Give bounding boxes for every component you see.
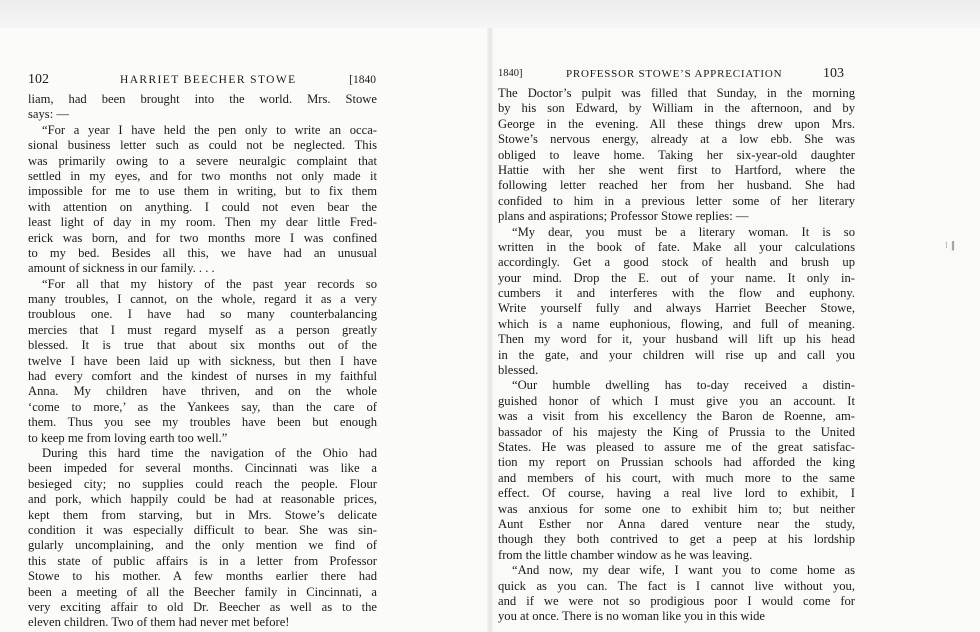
text-line: besieged city; no supplies could reach the people. Flour [28,476,377,491]
right-page-header [498,64,858,86]
text-line: Stowe’s nervous energy, already at a low ebb. She was [498,132,855,147]
text-line: this state of public affairs is in a letter from Professor [28,553,377,568]
text-line: confided to him in a previous letter some of her literary [498,193,855,208]
text-line: quick as you can. The fact is I cannot live without you, [498,578,855,593]
text-line: and members of his court, with much more to the same [498,470,855,485]
text-line: blessed. It is true that about six months out of the [28,338,377,353]
text-line: condition it was especially difficult to bear. She was sin- [28,522,377,537]
text-line: in the gate, and your children will rise up and call you [498,347,855,362]
text-line: twelve I have been laid up with sickness, but then I have [28,353,377,368]
text-line: and pork, which happily could be had at reasonable prices, [28,492,377,507]
text-line: effect. Of course, having a real live lord to exhibit, I [498,486,855,501]
text-line: least light of day in my room. Then my dear little Fred- [28,215,377,230]
left-running-title: HARRIET BEECHER STOWE [120,74,297,86]
text-line: troublous one. I have had so many counterbalancing [28,307,377,322]
text-line: though they both contrived to get a peep at his lordship [498,532,855,547]
text-line: them. Thus you see my troubles have been but enough [28,415,377,430]
text-line: amount of sickness in our family. . . . [28,261,215,276]
book-gutter [487,28,493,632]
text-line: erick was born, and for two months more I was confined [28,230,377,245]
text-line: During this hard time the navigation of the Ohio had [42,445,377,460]
text-line: very exciting affair to old Dr. Beecher as well as to the [28,599,377,614]
text-line: “Our humble dwelling has to-day received a distin- [512,378,855,393]
text-line: which is a name euphonious, flowing, and full of meaning. [498,316,855,331]
margin-marks: ⁝ ‖ [945,241,956,251]
text-line: written in the book of fate. Make all your calculations [498,239,855,254]
text-line: eleven children. Two of them had never met before! [28,615,290,630]
text-line: kept them from starving, but in Mrs. Stowe’s delicate [28,507,377,522]
text-line: bassador of his majesty the King of Prussia to the United [498,424,855,439]
text-line: ‘come to more,’ as the Yankees say, than the care of [28,399,377,414]
text-line: plans and aspirations; Professor Stowe replies: — [498,209,749,224]
text-line: by his son Edward, by William in the afternoon, and by [498,101,855,116]
text-line: Then my word for it, your husband will lift up his head [498,332,855,347]
text-line: Anna. My children have thriven, and on the whole [28,384,377,399]
text-line: impossible for me to use them in writing, but to fix them [28,184,377,199]
text-line: Stowe to his mother. A few months earlier there had [28,569,377,584]
right-page-text [498,86,858,625]
left-page-number: 102 [28,72,49,87]
text-line: “And now, my dear wife, I want you to come home as [512,563,855,578]
text-line: sional business letter such as could not be neglected. This [28,138,377,153]
text-line: George in the evening. All these things drew upon Mrs. [498,116,855,131]
text-line: with attention on anything. I could not even bear the [28,199,377,214]
right-running-title: PROFESSOR STOWE’S APPRECIATION [566,68,783,80]
text-line: had every comfort and the kindest of nurses in my faithful [28,369,377,384]
text-line: following letter reached her from her husband. She had [498,178,855,193]
text-line: was anxious for some one to exhibit him to; but neither [498,501,855,516]
right-page [498,64,858,625]
text-line: many troubles, I cannot, on the whole, regard it as a very [28,292,377,307]
text-line: your mind. Drop the E. out of your name. It only in- [498,270,855,285]
text-line: The Doctor’s pulpit was filled that Sunday, in the morning [498,86,855,100]
left-page-header [28,70,378,92]
text-line: you at once. There is no woman like you in this wide [498,609,765,624]
text-line: gularly uncomplaining, and the only mention we find of [28,538,377,553]
left-page-text [28,92,378,631]
text-line: from the little chamber window as he was leaving. [498,547,753,562]
text-line: and if we were not so prodigious poor I would come for [498,593,855,608]
text-line: Aunt Esther nor Anna dared venture near the study, [498,516,855,531]
text-line: liam, had been brought into the world. Mrs. Stowe [28,92,377,106]
text-line: Write yourself fully and always Harriet Beecher Stowe, [498,301,855,316]
right-page-number: 103 [823,66,844,81]
text-line: been a meeting of all the Beecher family in Cincinnati, a [28,584,377,599]
right-year-tag: 1840] [498,68,523,79]
text-line: been impeded for several months. Cincinnati was like a [28,461,377,476]
text-line: “For a year I have held the pen only to write an occa- [42,122,377,137]
text-line: States. He was pleased to assure me of the great satisfac- [498,439,855,454]
text-line: tion my report on Prussian schools had afforded the king [498,455,855,470]
text-line: Hattie with her she went first to Hartford, where the [498,162,855,177]
text-line: “For all that my history of the past year records so [42,276,377,291]
text-line: blessed. [498,363,539,378]
text-line: cumbers it and interferes with the flow and euphony. [498,286,855,301]
text-line: mercies that I must regard myself as a person greatly [28,322,377,337]
left-year-tag: [1840 [349,74,376,86]
text-line: settled in my eyes, and for two months not only made it [28,168,377,183]
left-page [28,70,378,631]
text-line: obliged to leave home. Taking her six-year-old daughter [498,147,855,162]
text-line: guished honor of which I must give you an account. It [498,393,855,408]
text-line: to my bed. Besides all this, we have had an unusual [28,245,377,260]
text-line: was primarily owing to a severe neuralgic complaint that [28,153,377,168]
text-line: was a visit from his excellency the Baron de Roenne, am- [498,409,855,424]
text-line: to keep me from loving earth too well.” [28,430,228,445]
text-line: accordingly. Get a good stock of health and brush up [498,255,855,270]
text-line: “My dear, you must be a literary woman. It is so [512,224,855,239]
text-line: says: — [28,107,69,122]
